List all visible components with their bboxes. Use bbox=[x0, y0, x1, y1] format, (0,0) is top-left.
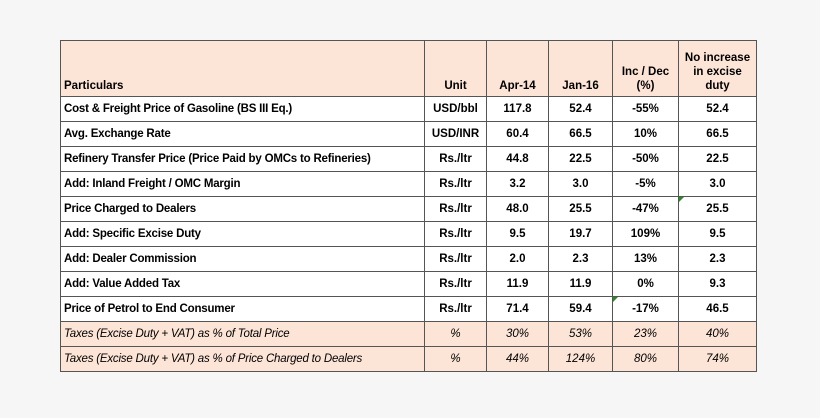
row-unit: Rs./ltr bbox=[425, 147, 487, 172]
header-no-increase: No increase in excise duty bbox=[679, 41, 757, 97]
row-particular: Refinery Transfer Price (Price Paid by OMCs to Refineries) bbox=[61, 147, 425, 172]
tax-row-jan16: 53% bbox=[549, 322, 613, 347]
row-inc-dec: 109% bbox=[613, 222, 679, 247]
row-unit: Rs./ltr bbox=[425, 222, 487, 247]
header-jan16: Jan-16 bbox=[549, 41, 613, 97]
tax-row-apr14: 44% bbox=[487, 347, 549, 372]
tax-row bbox=[61, 322, 757, 347]
row-particular: Add: Value Added Tax bbox=[61, 272, 425, 297]
row-jan16: 11.9 bbox=[549, 272, 613, 297]
table-row bbox=[61, 197, 757, 222]
header-particulars: Particulars bbox=[61, 41, 425, 97]
table-row bbox=[61, 122, 757, 147]
row-particular: Price Charged to Dealers bbox=[61, 197, 425, 222]
row-inc-dec: 0% bbox=[613, 272, 679, 297]
tax-row-particular: Taxes (Excise Duty + VAT) as % of Price Charged to Dealers bbox=[61, 347, 425, 372]
tax-row bbox=[61, 347, 757, 372]
table-row bbox=[61, 297, 757, 322]
row-apr14: 48.0 bbox=[487, 197, 549, 222]
row-no-increase: 52.4 bbox=[679, 97, 757, 122]
row-inc-dec: -5% bbox=[613, 172, 679, 197]
row-inc-dec: 13% bbox=[613, 247, 679, 272]
row-particular: Add: Inland Freight / OMC Margin bbox=[61, 172, 425, 197]
header-inc-dec: Inc / Dec (%) bbox=[613, 41, 679, 97]
tax-row-jan16: 124% bbox=[549, 347, 613, 372]
row-jan16: 66.5 bbox=[549, 122, 613, 147]
row-unit: Rs./ltr bbox=[425, 172, 487, 197]
table-row bbox=[61, 172, 757, 197]
row-jan16: 3.0 bbox=[549, 172, 613, 197]
tax-row-inc-dec: 80% bbox=[613, 347, 679, 372]
row-unit: Rs./ltr bbox=[425, 297, 487, 322]
row-particular: Price of Petrol to End Consumer bbox=[61, 297, 425, 322]
row-jan16: 22.5 bbox=[549, 147, 613, 172]
row-jan16: 59.4 bbox=[549, 297, 613, 322]
row-unit: USD/bbl bbox=[425, 97, 487, 122]
row-apr14: 60.4 bbox=[487, 122, 549, 147]
row-apr14: 11.9 bbox=[487, 272, 549, 297]
row-apr14: 3.2 bbox=[487, 172, 549, 197]
row-jan16: 25.5 bbox=[549, 197, 613, 222]
row-apr14: 44.8 bbox=[487, 147, 549, 172]
tax-row-apr14: 30% bbox=[487, 322, 549, 347]
row-apr14: 2.0 bbox=[487, 247, 549, 272]
table-row bbox=[61, 222, 757, 247]
table-row bbox=[61, 147, 757, 172]
row-inc-dec: -55% bbox=[613, 97, 679, 122]
tax-row-no-increase: 74% bbox=[679, 347, 757, 372]
row-inc-dec: -50% bbox=[613, 147, 679, 172]
row-unit: Rs./ltr bbox=[425, 272, 487, 297]
row-jan16: 52.4 bbox=[549, 97, 613, 122]
petrol-price-table bbox=[60, 40, 757, 372]
row-jan16: 2.3 bbox=[549, 247, 613, 272]
table-row bbox=[61, 272, 757, 297]
row-inc-dec: -47% bbox=[613, 197, 679, 222]
row-inc-dec: 10% bbox=[613, 122, 679, 147]
row-no-increase: 46.5 bbox=[679, 297, 757, 322]
header-row bbox=[61, 41, 757, 97]
tax-row-no-increase: 40% bbox=[679, 322, 757, 347]
tax-row-unit: % bbox=[425, 347, 487, 372]
row-apr14: 117.8 bbox=[487, 97, 549, 122]
tax-row-inc-dec: 23% bbox=[613, 322, 679, 347]
row-jan16: 19.7 bbox=[549, 222, 613, 247]
tax-row-unit: % bbox=[425, 322, 487, 347]
row-no-increase: 25.5 bbox=[679, 197, 757, 222]
table-row bbox=[61, 247, 757, 272]
row-no-increase: 2.3 bbox=[679, 247, 757, 272]
row-apr14: 71.4 bbox=[487, 297, 549, 322]
header-unit: Unit bbox=[425, 41, 487, 97]
row-unit: USD/INR bbox=[425, 122, 487, 147]
row-unit: Rs./ltr bbox=[425, 247, 487, 272]
table-row bbox=[61, 97, 757, 122]
row-no-increase: 66.5 bbox=[679, 122, 757, 147]
row-no-increase: 22.5 bbox=[679, 147, 757, 172]
row-inc-dec: -17% bbox=[613, 297, 679, 322]
tax-row-particular: Taxes (Excise Duty + VAT) as % of Total Price bbox=[61, 322, 425, 347]
row-no-increase: 3.0 bbox=[679, 172, 757, 197]
row-no-increase: 9.3 bbox=[679, 272, 757, 297]
row-unit: Rs./ltr bbox=[425, 197, 487, 222]
row-particular: Cost & Freight Price of Gasoline (BS III Eq.) bbox=[61, 97, 425, 122]
row-particular: Add: Dealer Commission bbox=[61, 247, 425, 272]
row-particular: Add: Specific Excise Duty bbox=[61, 222, 425, 247]
row-apr14: 9.5 bbox=[487, 222, 549, 247]
row-particular: Avg. Exchange Rate bbox=[61, 122, 425, 147]
header-apr14: Apr-14 bbox=[487, 41, 549, 97]
row-no-increase: 9.5 bbox=[679, 222, 757, 247]
